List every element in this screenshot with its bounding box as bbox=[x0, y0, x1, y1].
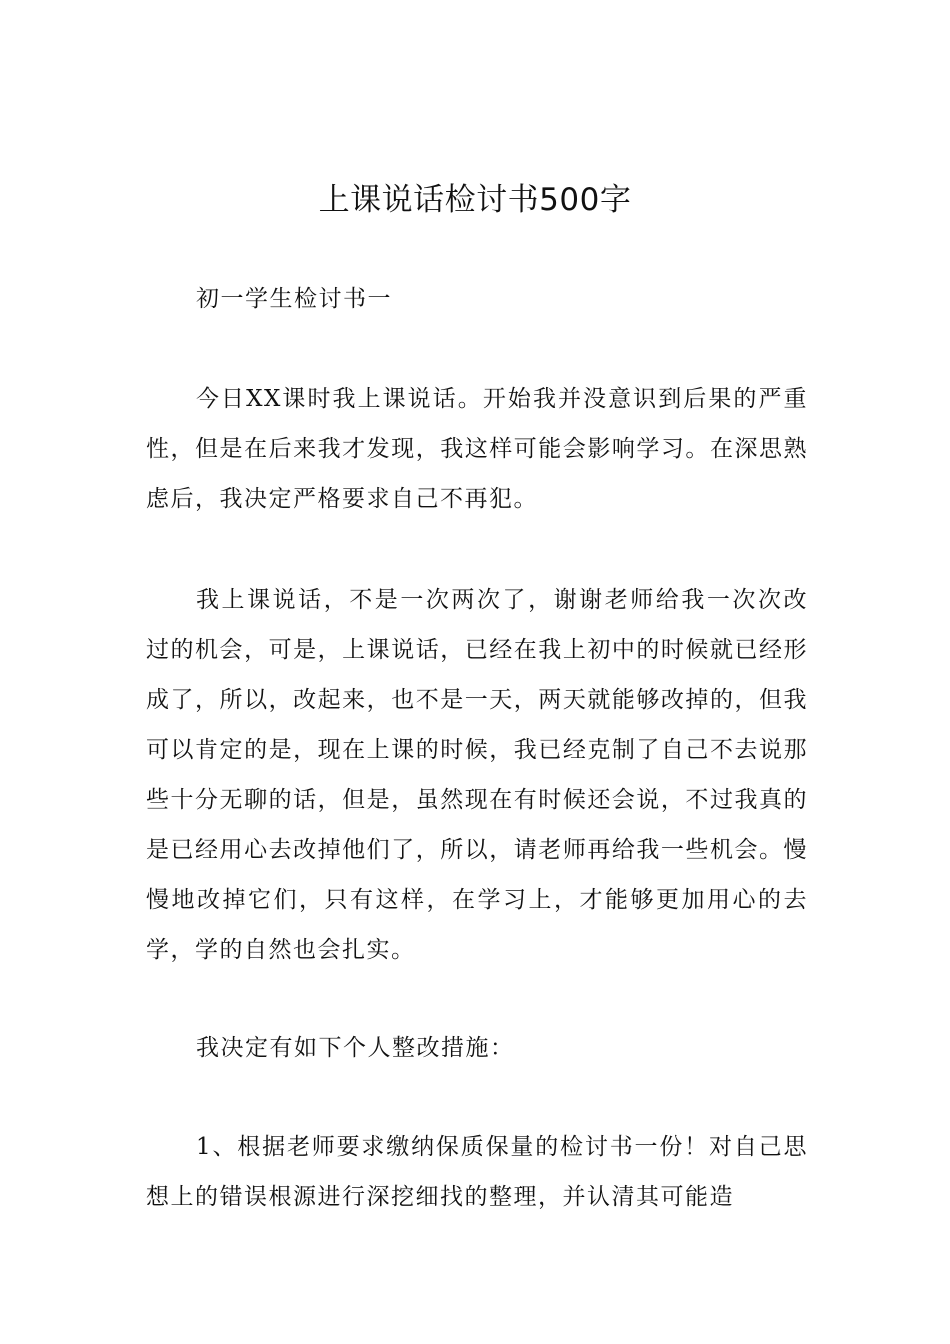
body-paragraph: 我上课说话，不是一次两次了，谢谢老师给我一次次改过的机会，可是，上课说话，已经在我上初中的时候就已经形成了，所以，改起来，也不是一天，两天就能够改掉的，但我可以肯定的是，现在上课的时候，我已经克制了自己不去说那些十分无聊的话，但是，虽然现在有时候还会说，不过我真的是已经用心去改掉他们了，所以，请老师再给我一些机会。慢慢地改掉它们，只有这样，在学习上，才能够更加用心的去学，学的自然也会扎实。 bbox=[146, 587, 808, 963]
section-heading: 初一学生检讨书一 bbox=[196, 286, 392, 312]
body-paragraph: 今日XX课时我上课说话。开始我并没意识到后果的严重性，但是在后来我才发现，我这样可能会影响学习。在深思熟虑后，我决定严格要求自己不再犯。 bbox=[146, 386, 808, 512]
document-title: 上课说话检讨书500字 bbox=[318, 182, 632, 218]
body-paragraph: 我决定有如下个人整改措施： bbox=[196, 1035, 515, 1061]
body-paragraph: 1、根据老师要求缴纳保质保量的检讨书一份！对自己思想上的错误根源进行深挖细找的整理，并认清其可能造 bbox=[146, 1134, 808, 1210]
